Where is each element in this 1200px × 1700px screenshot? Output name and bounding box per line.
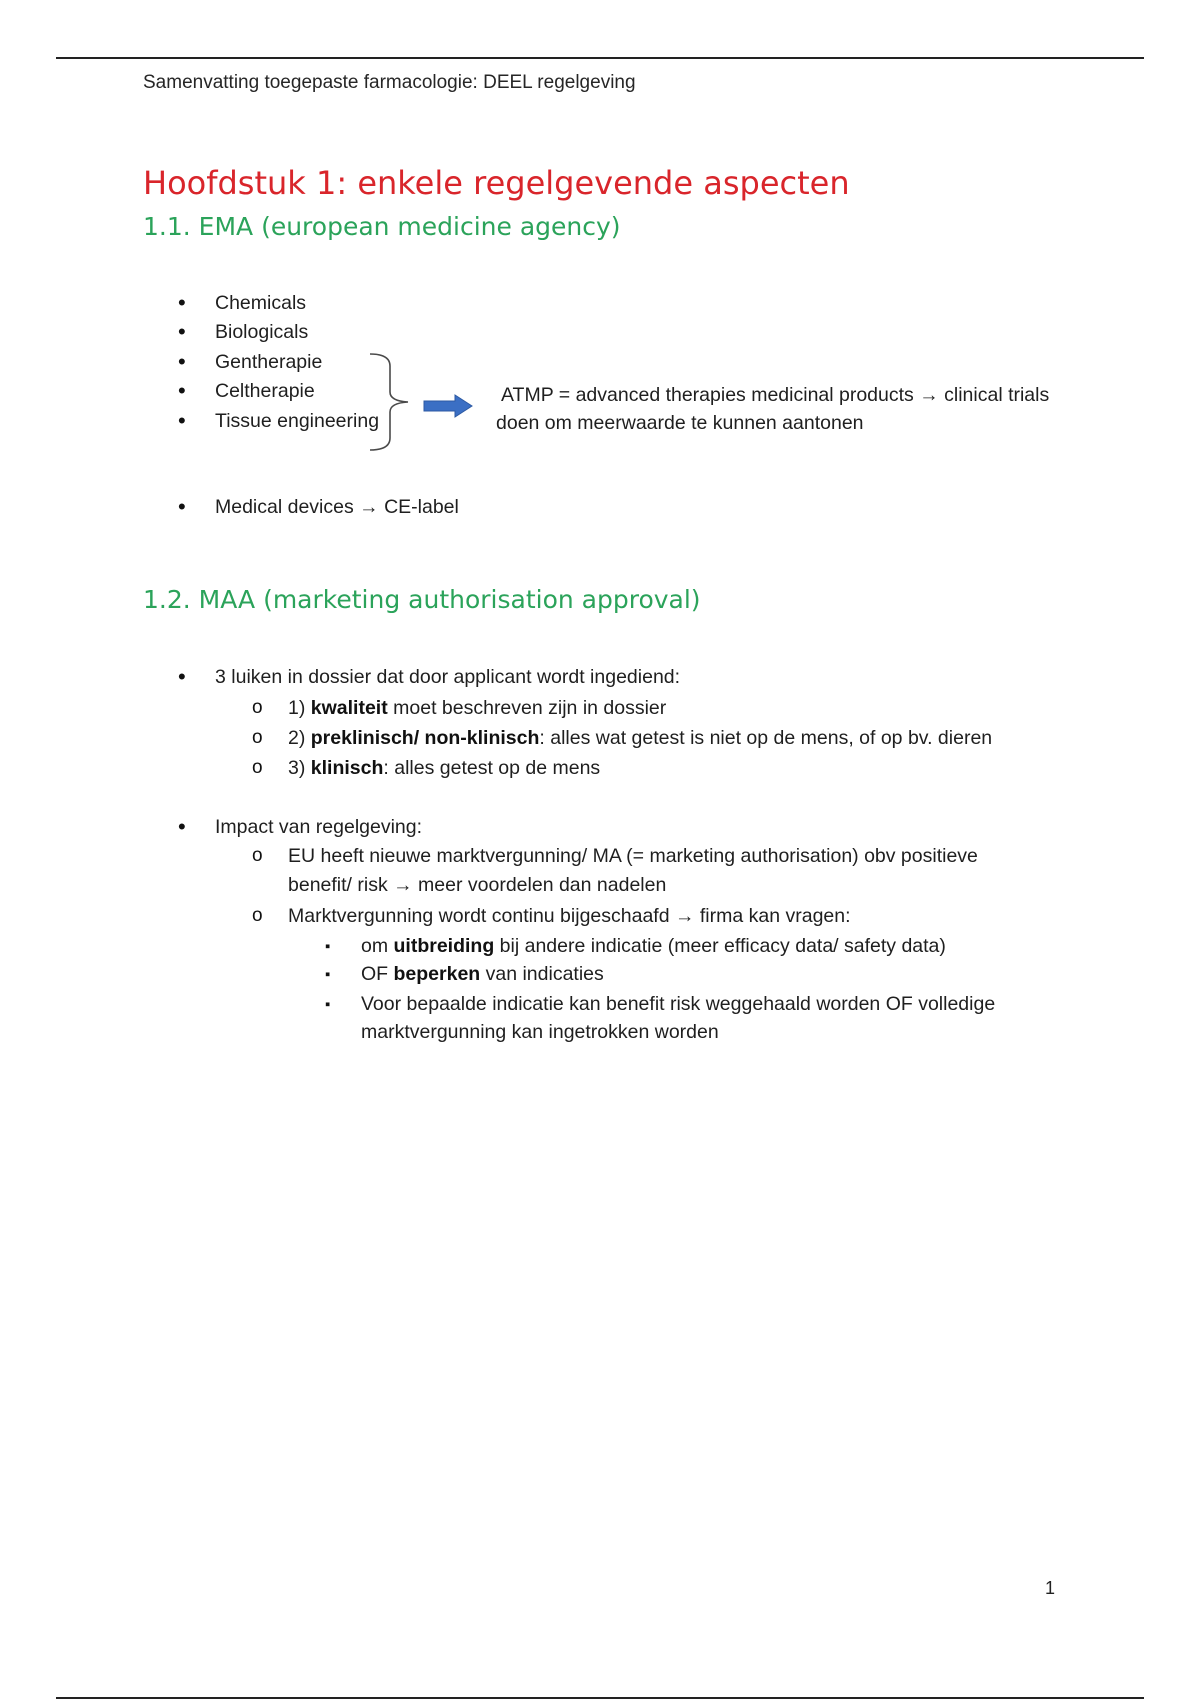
list-item-medical-devices: Medical devices → CE-label xyxy=(215,496,459,518)
sub-item-bijgeschaafd: Marktvergunning wordt continu bijgeschaafd → firma kan vragen: xyxy=(288,905,851,927)
list-item-gentherapie: Gentherapie xyxy=(215,351,323,373)
bullet-icon xyxy=(178,495,186,521)
atmp-definition: ATMP = advanced therapies medicinal products → clinical trials xyxy=(501,384,1050,406)
circle-bullet-icon xyxy=(252,844,263,868)
chapter-title: Hoofdstuk 1: enkele regelgevende aspecten xyxy=(143,164,850,202)
list-item-biologicals: Biologicals xyxy=(215,321,309,343)
atmp-definition-continued: doen om meerwaarde te kunnen aantonen xyxy=(496,412,864,434)
circle-bullet-icon xyxy=(252,696,263,720)
list-item-chemicals: Chemicals xyxy=(215,292,307,314)
bullet-icon xyxy=(178,291,186,317)
list-item-celtherapie: Celtherapie xyxy=(215,380,315,402)
curly-brace-icon xyxy=(366,352,410,452)
list-item-impact: Impact van regelgeving: xyxy=(215,816,423,838)
bullet-icon xyxy=(178,379,186,405)
circle-bullet-icon xyxy=(252,726,263,750)
sub-sub-item-intrekken-continued: marktvergunning kan ingetrokken worden xyxy=(361,1021,719,1043)
sub-item-kwaliteit: 1) kwaliteit moet beschreven zijn in dossier xyxy=(288,697,667,719)
running-header: Samenvatting toegepaste farmacologie: DEEL regelgeving xyxy=(143,72,636,93)
section-title-maa: 1.2. MAA (marketing authorisation approval) xyxy=(143,585,701,614)
sub-item-preklinisch: 2) preklinisch/ non-klinisch: alles wat getest is niet op de mens, of op bv. dieren xyxy=(288,727,993,749)
circle-bullet-icon xyxy=(252,756,263,780)
bullet-icon xyxy=(178,409,186,435)
circle-bullet-icon xyxy=(252,904,263,928)
bullet-icon xyxy=(178,665,186,691)
sub-sub-item-uitbreiding: om uitbreiding bij andere indicatie (meer efficacy data/ safety data) xyxy=(361,935,946,957)
page-number: 1 xyxy=(1045,1578,1056,1598)
list-item-tissue-engineering: Tissue engineering xyxy=(215,410,380,432)
sub-sub-item-beperken: OF beperken van indicaties xyxy=(361,963,604,985)
bullet-icon xyxy=(178,815,186,841)
bullet-icon xyxy=(178,350,186,376)
bullet-icon xyxy=(178,320,186,346)
square-bullet-icon xyxy=(325,934,330,959)
footer-rule xyxy=(56,1697,1144,1699)
sub-item-eu-marktvergunning-continued: benefit/ risk → meer voordelen dan nadelen xyxy=(288,874,667,896)
sub-sub-item-intrekken: Voor bepaalde indicatie kan benefit risk weggehaald worden OF volledige xyxy=(361,993,996,1015)
sub-item-eu-marktvergunning: EU heeft nieuwe marktvergunning/ MA (= marketing authorisation) obv positieve xyxy=(288,845,978,867)
square-bullet-icon xyxy=(325,962,330,987)
list-item-dossier: 3 luiken in dossier dat door applicant wordt ingediend: xyxy=(215,666,681,688)
header-rule xyxy=(56,57,1144,59)
right-arrow-icon xyxy=(423,394,473,418)
sub-item-klinisch: 3) klinisch: alles getest op de mens xyxy=(288,757,601,779)
section-title-ema: 1.1. EMA (european medicine agency) xyxy=(143,212,621,241)
square-bullet-icon xyxy=(325,992,330,1017)
